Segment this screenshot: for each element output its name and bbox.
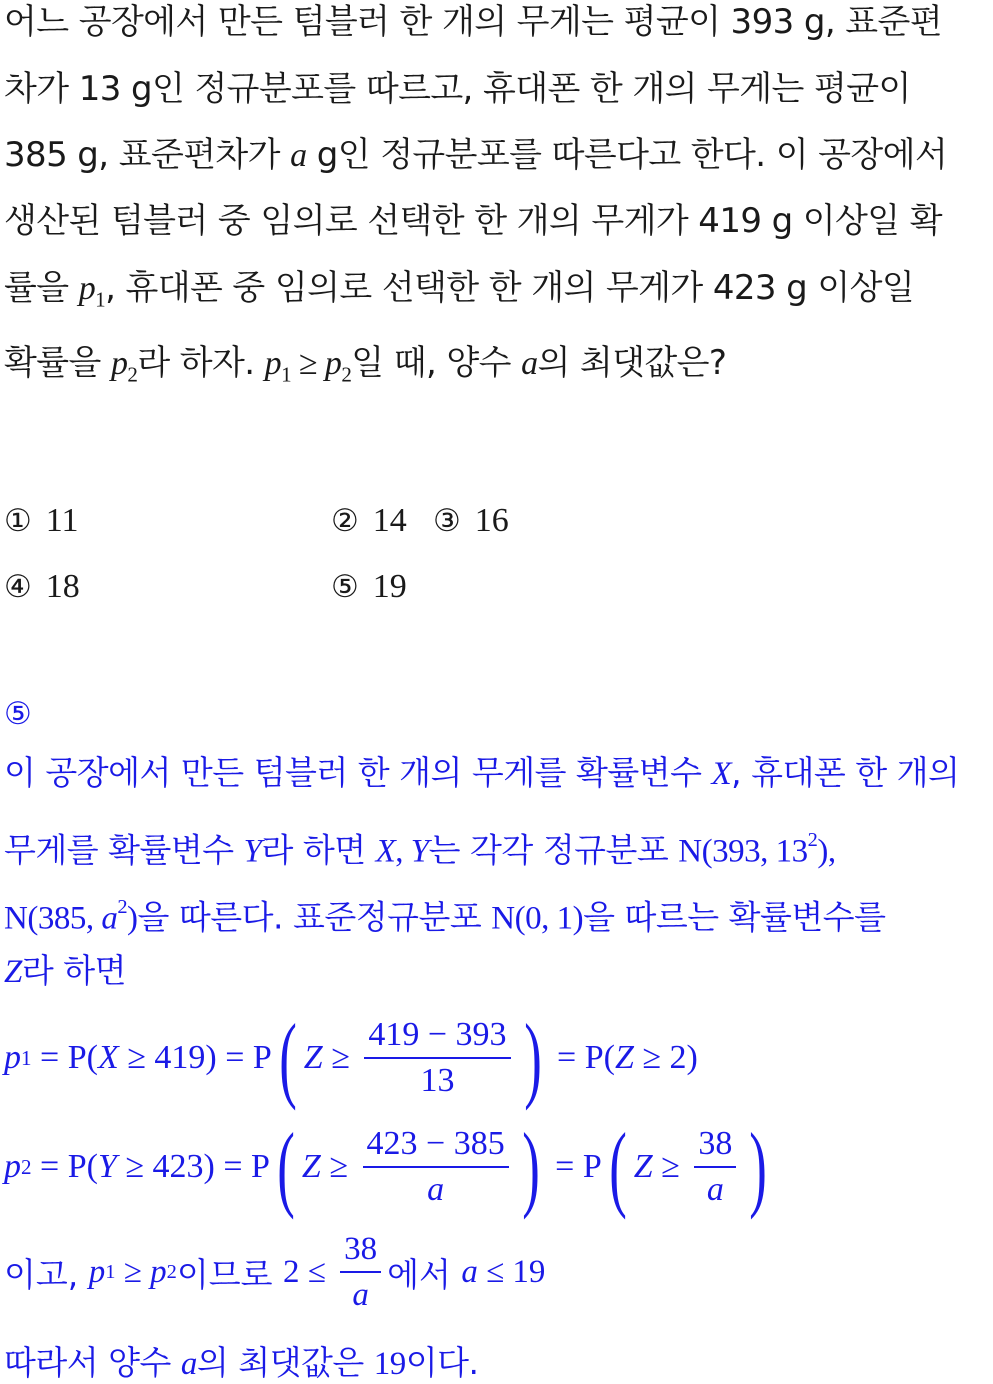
choice-3[interactable]	[433, 500, 509, 541]
var-x: X	[375, 833, 396, 870]
subscript: 2	[166, 1260, 177, 1283]
text: 라 하자.	[137, 343, 265, 383]
subscript: 1	[21, 1045, 32, 1070]
text: = P(	[31, 1148, 98, 1185]
solution-line-2	[4, 820, 836, 871]
right-paren: )	[523, 1004, 542, 1111]
var-p: p	[78, 270, 96, 307]
subscript: 2	[21, 1154, 32, 1179]
subscript: 1	[281, 362, 292, 387]
denominator: a	[352, 1277, 369, 1313]
text: 이므로	[176, 1254, 283, 1294]
text: )	[127, 900, 138, 937]
text: 이 공장에서 만든 텀블러 한 개의 무게를 확률변수	[4, 753, 712, 792]
text: ),	[817, 833, 836, 870]
fraction	[340, 1229, 381, 1315]
choice-marker: ④	[4, 569, 32, 605]
text: 률을	[4, 268, 79, 308]
var-z: Z	[614, 1039, 634, 1076]
right-paren: )	[521, 1113, 540, 1220]
choice-value: 18	[45, 568, 80, 605]
ge-sign: ≥	[320, 1148, 357, 1185]
text: , 휴대폰 중 임의로 선택한 한 개의 무게가 423 g 이상일	[105, 268, 915, 308]
var-p: p	[110, 345, 128, 382]
equation-p1	[4, 1004, 698, 1111]
var-a: a	[461, 1253, 478, 1290]
solution-line-1	[4, 753, 959, 794]
text: 2 ≤	[282, 1253, 335, 1290]
choice-marker: ①	[4, 503, 32, 539]
var-z: Z	[4, 954, 22, 990]
text: 의 최댓값은	[196, 1343, 374, 1382]
normal-dist: N(393, 13	[678, 833, 808, 870]
choice-marker: ③	[433, 503, 461, 539]
text: = P	[546, 1148, 602, 1185]
var-y: Y	[97, 1148, 117, 1185]
subscript: 2	[341, 362, 352, 387]
question-line-3	[4, 135, 947, 176]
denominator: a	[427, 1171, 445, 1208]
text: g인 정규분포를 따른다고 한다. 이 공장에서	[306, 135, 948, 175]
fraction	[363, 1124, 509, 1210]
choice-5[interactable]	[331, 566, 407, 607]
superscript: 2	[807, 829, 818, 851]
text: 따라서 양수	[4, 1343, 181, 1382]
var-a: a	[101, 900, 118, 937]
solution-line-4	[4, 951, 126, 992]
var-x: X	[711, 756, 732, 792]
subscript: 2	[127, 362, 138, 387]
subscript: 1	[95, 287, 106, 312]
var-p: p	[4, 1148, 21, 1185]
normal-dist: N(0, 1)	[491, 900, 584, 937]
var-z: Z	[633, 1148, 653, 1185]
var-a: a	[180, 1346, 197, 1382]
question-line-1: 어느 공장에서 만든 텀블러 한 개의 무게는 평균이 393 g, 표준편	[4, 2, 942, 42]
left-paren: (	[279, 1004, 297, 1111]
question-line-5	[4, 268, 914, 319]
equation-p2	[4, 1113, 774, 1220]
choice-1[interactable]	[4, 500, 79, 541]
numerator: 423 − 385	[366, 1125, 505, 1162]
text: 의 최댓값은?	[537, 343, 727, 383]
denominator: a	[706, 1171, 724, 1208]
var-y: Y	[243, 833, 262, 870]
var-p: p	[264, 345, 282, 382]
text: ≥ 423) = P	[116, 1148, 270, 1185]
left-paren: (	[608, 1113, 627, 1220]
text: 라 하면	[261, 830, 376, 870]
question-line-6	[4, 343, 726, 394]
text: 385 g, 표준편차가	[4, 135, 291, 175]
var-z: Z	[301, 1148, 321, 1185]
choice-value: 14	[372, 502, 407, 539]
text: 이다.	[405, 1343, 479, 1382]
text: = P(	[548, 1039, 615, 1076]
var-x: X	[97, 1039, 119, 1076]
equation-conclusion	[4, 1229, 545, 1315]
var-p: p	[88, 1253, 106, 1290]
var-p: p	[4, 1039, 21, 1076]
text: 을 따르는 확률변수를	[583, 897, 886, 937]
text: ≥ 2)	[633, 1039, 698, 1076]
solution-final	[4, 1343, 479, 1384]
text: 이고,	[4, 1254, 89, 1294]
text: = P(	[31, 1039, 98, 1076]
var-a: a	[521, 345, 538, 382]
text: 을 따른다. 표준정규분포	[137, 897, 492, 937]
subscript: 1	[105, 1260, 116, 1283]
ge-sign: ≥	[115, 1253, 151, 1290]
choice-4[interactable]	[4, 566, 80, 607]
ge-sign: ≥	[291, 345, 325, 382]
choice-2[interactable]	[331, 500, 407, 541]
ge-sign: ≥	[652, 1148, 689, 1185]
right-paren: )	[749, 1113, 768, 1220]
numerator: 419 − 393	[368, 1016, 507, 1053]
answer-mark	[4, 693, 32, 734]
var-p: p	[324, 345, 342, 382]
text: 확률을	[4, 343, 111, 383]
left-paren: (	[277, 1113, 295, 1220]
var-y: Y	[410, 833, 429, 870]
normal-dist: N(385,	[4, 900, 102, 937]
text: 에서	[387, 1254, 462, 1294]
var-p: p	[150, 1253, 167, 1290]
solution-line-3	[4, 887, 886, 938]
choice-marker: ⑤	[331, 569, 359, 605]
text: ≤ 19	[477, 1253, 546, 1290]
text: 는 각각 정규분포	[428, 830, 679, 870]
text: ≥ 419) = P	[118, 1039, 272, 1076]
question-line-2: 차가 13 g인 정규분포를 따르고, 휴대폰 한 개의 무게는 평균이	[4, 69, 911, 109]
answer-value: ⑤	[4, 696, 32, 732]
text: 일 때, 양수	[351, 343, 522, 383]
ge-sign: ≥	[322, 1039, 359, 1076]
var-a: a	[290, 137, 307, 174]
text: , 휴대폰 한 개의	[731, 753, 960, 792]
text: ,	[395, 833, 411, 870]
text: 무게를 확률변수	[4, 830, 244, 870]
choice-value: 19	[372, 568, 407, 605]
superscript: 2	[117, 896, 128, 918]
question-line-4: 생산된 텀블러 중 임의로 선택한 한 개의 무게가 419 g 이상일 확	[4, 201, 942, 241]
choice-marker: ②	[331, 503, 359, 539]
text: 라 하면	[21, 951, 126, 990]
fraction	[694, 1124, 736, 1210]
choice-value: 11	[45, 502, 79, 539]
choice-value: 16	[474, 502, 509, 539]
numerator: 38	[344, 1231, 378, 1267]
final-answer: 19	[373, 1346, 406, 1382]
denominator: 13	[420, 1062, 455, 1099]
var-z: Z	[303, 1039, 323, 1076]
numerator: 38	[698, 1125, 733, 1162]
fraction	[364, 1015, 510, 1101]
